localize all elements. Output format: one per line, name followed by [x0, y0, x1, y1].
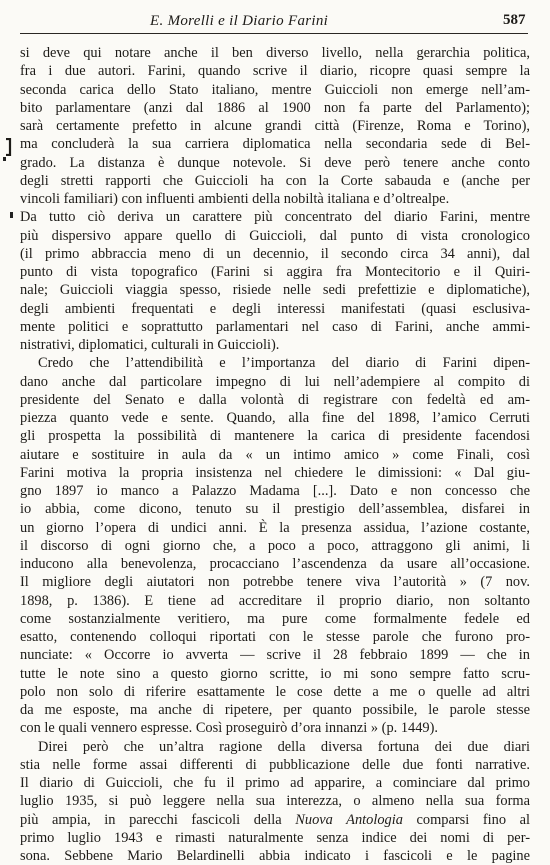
text-line: degli ambienti frequentati e degli interessi manifestati (quasi esclusiva-	[20, 300, 530, 317]
page-number: 587	[503, 12, 526, 28]
text-line: si deve qui notare anche il ben diverso livello, nella gerarchia politica,	[20, 45, 530, 61]
text-line: nale; Guiccioli viaggia spesso, risiede nelle sedi prefettizie e diplomatiche),	[20, 282, 530, 299]
running-title: E. Morelli e il Diario Farini	[150, 13, 329, 29]
text-line: piezza quanto vede e sente. Quando, alla fine del 1898, l’amico Cerruti	[20, 410, 530, 426]
text-line: primo luglio 1943 e rimasti naturalmente senza indice dei nomi di per-	[20, 829, 530, 846]
header-rule	[20, 33, 528, 34]
text-line: mente politici e soprattutto parlamentari nel caso di Farini, anche ammi-	[20, 318, 530, 335]
text-line: sona. Sebbene Mario Belardinelli abbia indicato i fascicoli e le pagine	[20, 848, 530, 864]
text-line: inducono alla benevolenza, procacciano l’ascendenza da usare all’occasione.	[20, 556, 530, 572]
text-line: nistrativi, diplomatici, culturali in Guiccioli).	[20, 337, 280, 353]
text-line	[20, 811, 530, 829]
margin-mark-icon	[4, 138, 12, 156]
text-segment: più ampia, in parecchi fascicoli della	[20, 811, 296, 828]
text-line: seconda carica dello Stato italiano, mentre Guiccioli non emerge nell’am-	[20, 81, 530, 98]
text-line: vincoli familiari) con influenti ambienti della nobiltà italiana e d’oltrealpe.	[20, 191, 450, 207]
text-line: luglio 1935, si può leggere nella sua interezza, o almeno nella sua forma	[20, 793, 530, 810]
text-line: esatto, contenendo colloqui riportati con le stesse parole che furono pro-	[20, 629, 530, 645]
italic-title: Nuova Antologia	[295, 811, 403, 828]
text-line: io abbia, come dicono, tenuto su il prestigio dell’assemblea, disfarei in	[20, 501, 530, 518]
text-segment: comparsi fino al	[402, 811, 530, 828]
text-line: tutte le note sino a questo giorno scritte, io mi sono sempre fatto scru-	[20, 665, 530, 682]
text-line: polo non solo di riferire esattamente le cose dette a me o quelle ad altri	[20, 683, 530, 700]
text-line: (il primo abbraccia meno di un decennio, il secondo circa 34 anni), dal	[20, 245, 530, 262]
text-line: bito parlamentare (anzi dal 1886 al 1900 non fa parte del Parlamento);	[20, 99, 530, 116]
text-line: nunciate: « Occorre io avverta — scrive il 28 febbraio 1899 — che in	[20, 647, 530, 664]
text-line: dano anche dal particolare impegno di lui nell’adempiere al compito di	[20, 373, 530, 390]
body-text	[20, 44, 530, 865]
text-line: ma concluderà la sua carriera diplomatica nella secondaria sede di Bel-	[20, 136, 530, 153]
text-line: Il diario di Guiccioli, che fu il primo ad apparire, a cominciare dal primo	[20, 775, 530, 791]
text-line: gli prospetta la possibilità di mantenere la carica di presidente facendosi	[20, 428, 530, 445]
text-line: aiutare e sostituire in aula da « un intimo amico » come Finali, così	[20, 446, 530, 463]
running-header	[0, 0, 550, 40]
text-line: presidente del Senato e dalla volontà di registrare con fedeltà ed am-	[20, 391, 530, 408]
text-line: fra i due autori. Farini, quando scrive il diario, ricopre quasi sempre la	[20, 63, 530, 80]
text-line: Da tutto ciò deriva un carattere più concentrato del diario Farini, mentre	[20, 209, 530, 226]
text-line: il discorso di ogni giorno che, a poco a poco, attraggono gli animi, li	[20, 537, 530, 554]
text-line: da me esposte, ma anche di ripetere, per quanto possibile, le parole stesse	[20, 702, 530, 718]
text-line: stia nelle forme assai differenti di pubblicazione delle due fonti narrative.	[20, 756, 530, 773]
text-line: come sostanzialmente veritiero, ma pure come formalmente fedele ed	[20, 610, 530, 627]
text-line: con le quali vennero espresse. Così proseguirò d’ora innanzi » (p. 1449).	[20, 720, 439, 737]
text-line: un giorno l’opera di undici anni. È la presenza assidua, l’azione costante,	[20, 519, 530, 536]
text-line: sarà certamente prefetto in alcune grandi città (Firenze, Roma e Torino),	[20, 118, 530, 134]
margin-dot-mark	[10, 212, 13, 218]
text-line: Credo che l’attendibilità e l’importanza del diario di Farini dipen-	[38, 355, 530, 372]
text-line: Direi però che un’altra ragione della diversa fortuna dei due diari	[38, 738, 530, 755]
text-line: Farini motiva la propria insistenza nel chiedere le dimissioni: « Dal giu-	[20, 464, 530, 481]
text-line: punto di vista topografico (Farini si aggira fra Montecitorio e il Quiri-	[20, 264, 530, 280]
text-line: 1898, p. 1386). E tiene ad accreditare il proprio diario, non soltanto	[20, 592, 530, 609]
text-line: Il migliore degli aiutatori non potrebbe tenere viva l’autorità » (7 nov.	[20, 574, 530, 591]
text-line: gno 1897 io manco a Palazzo Madama [...]. Dato e non concesso che	[20, 483, 530, 499]
text-line: più dispersivo appare quello di Guiccioli, dal punto di vista cronologico	[20, 227, 530, 244]
text-line: grado. La distanza è dunque notevole. Si deve però tenere anche conto	[20, 154, 530, 171]
text-line: degli stretti rapporti che Guiccioli ha con la Corte sabauda e (anche per	[20, 172, 530, 189]
margin-dot-mark	[3, 157, 6, 161]
